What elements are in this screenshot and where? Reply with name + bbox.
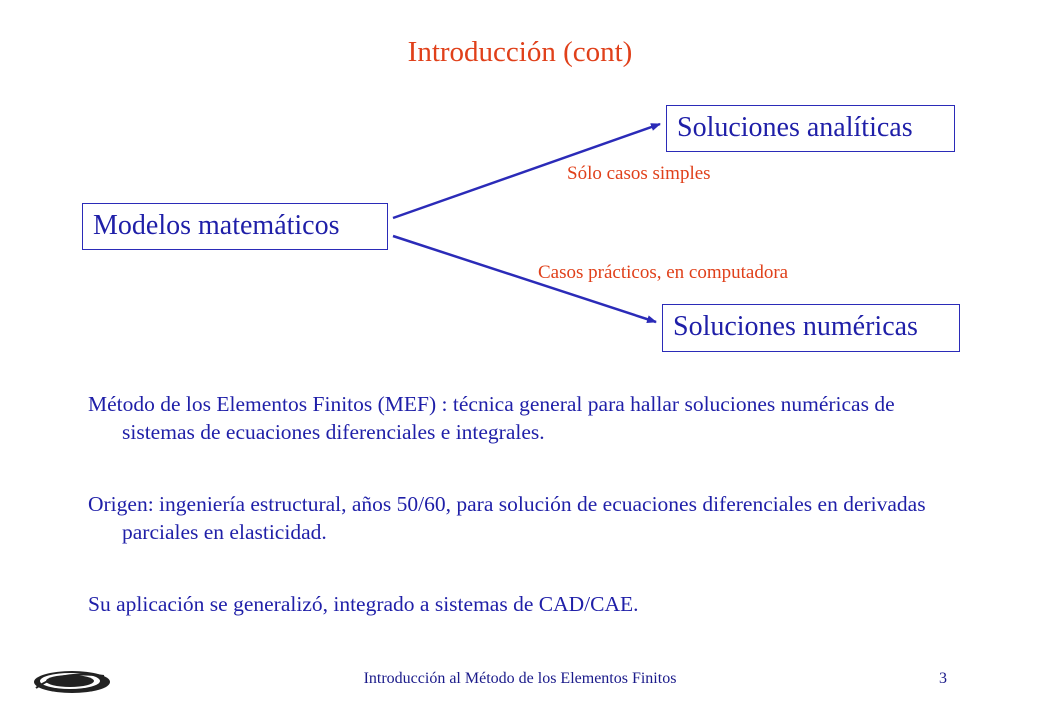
- slide-title: Introducción (cont): [407, 36, 633, 68]
- annotation-simple-cases: Sólo casos simples: [567, 163, 711, 184]
- annotation-practical-cases: Casos prácticos, en computadora: [538, 262, 789, 283]
- paragraph-mef: Método de los Elementos Finitos (MEF) : técnica general para hallar soluciones numéricas de sistemas de ecuaciones diferenciales e integrales.: [88, 392, 895, 444]
- page-number: 3: [939, 670, 947, 687]
- numeric-solutions-box: Soluciones numéricas: [662, 304, 960, 352]
- paragraph-application: Su aplicación se generalizó, integrado a sistemas de CAD/CAE.: [88, 592, 639, 616]
- analytic-solutions-box: Soluciones analíticas: [666, 105, 955, 152]
- models-box: Modelos matemáticos: [82, 203, 388, 250]
- paragraph-origin: Origen: ingeniería estructural, años 50/60, para solución de ecuaciones diferenciales en derivadas parciales en elasticidad.: [88, 492, 926, 544]
- footer-title: Introducción al Método de los Elementos Finitos: [363, 670, 677, 687]
